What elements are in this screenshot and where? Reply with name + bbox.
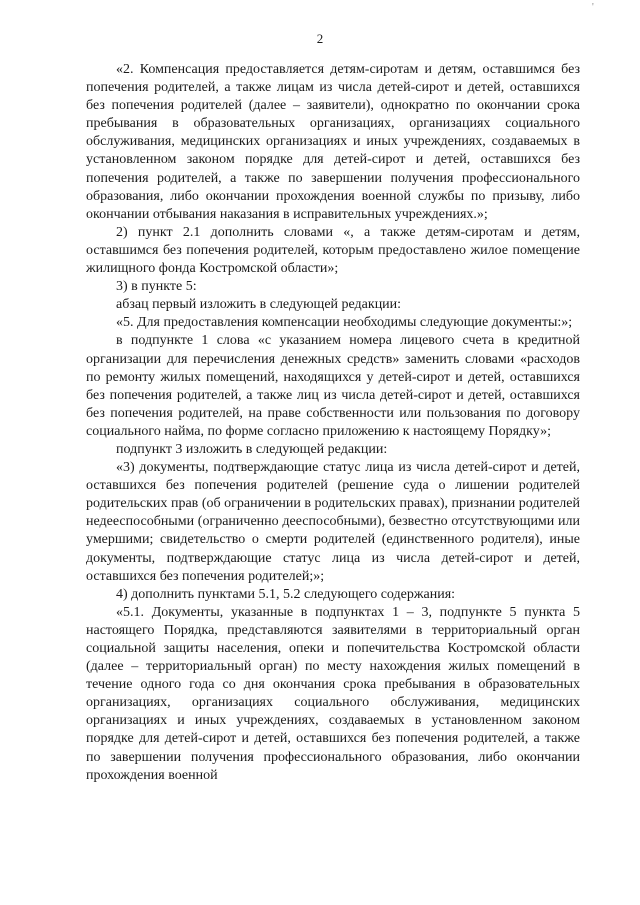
paragraph-clause-5-1: «5.1. Документы, указанные в подпунктах 1 – 3, подпункте 5 пункта 5 настоящего Порядка, представляются заявителями в территориальный орган социальной защиты населения, опеки и попечительства Костромской области (далее – территориальный орган) по месту нахождения жилых помещений в течение одного года со дня окончания срока пребывания в образовательных организациях, организациях социального обслуживания, медицинских организациях и иных учреждениях, создаваемых в установленном законом порядке для детей-сирот и детей, оставшихся без попечения родителей, а также по завершении получения профессионального образования, либо окончании прохождения военной bbox=[86, 604, 580, 783]
paragraph-subitem-1-replace: в подпункте 1 слова «с указанием номера лицевого счета в кредитной организации для перечисления денежных средств» заменить словами «расходов по ремонту жилых помещений, находящихся у детей-сирот и детей, оставшихся без попечения родителей, а также лиц из числа детей-сирот и детей, оставшихся без попечения родителей, на праве собственности или пользования по договору социального найма, по форме согласно приложению к настоящему Порядку»; bbox=[86, 333, 580, 439]
paragraph-subitem-3-heading: подпункт 3 изложить в следующей редакции: bbox=[116, 441, 388, 457]
paragraph-first-abzac-new-edition: абзац первый изложить в следующей редакции: bbox=[116, 297, 402, 313]
paragraph-item-5-heading: 3) в пункте 5: bbox=[116, 279, 197, 295]
paragraph-clause-5-text: «5. Для предоставления компенсации необходимы следующие документы:»; bbox=[116, 315, 573, 331]
document-body bbox=[86, 61, 580, 785]
page-number: 2 bbox=[316, 31, 324, 46]
paragraph-subitem-3-text: «3) документы, подтверждающие статус лица из числа детей-сирот и детей, оставшихся без попечения родителей (решение суда о лишении родителей родительских прав (об ограничении в родительских правах), признании родителей недееспособными (ограниченно дееспособными), безвестно отсутствующими или умершими; свидетельство о смерти родителей (единственного родителя), иные документы, подтверждающие статус лица из числа детей-сирот и детей, оставшихся без попечения родителей;»; bbox=[86, 460, 580, 584]
paragraph-amend-item-2-1: 2) пункт 2.1 дополнить словами «, а также детям-сиротам и детям, оставшимся без попечения родителей, которым предоставлено жилое помещение жилищного фонда Костромской области»; bbox=[86, 224, 580, 277]
paragraph-add-items-5-1-5-2: 4) дополнить пунктами 5.1, 5.2 следующего содержания: bbox=[116, 586, 456, 602]
paragraph-compensation-clause-2: «2. Компенсация предоставляется детям-сиротам и детям, оставшимся без попечения родителей, а также лицам из числа детей-сирот и детей, оставшихся без попечения родителей (далее – заявители), однократно по окончании срока пребывания в образовательных организациях, организациях социального обслуживания, медицинских организациях и иных учреждениях, создаваемых в установленном законом порядке для детей-сирот и детей, оставшихся без попечения родителей, а также по завершении получения профессионального образования, либо окончании прохождения военной службы по призыву, либо окончании отбывания наказания в исправительных учреждениях.»; bbox=[86, 62, 580, 222]
corner-mark: ' bbox=[592, 2, 594, 13]
